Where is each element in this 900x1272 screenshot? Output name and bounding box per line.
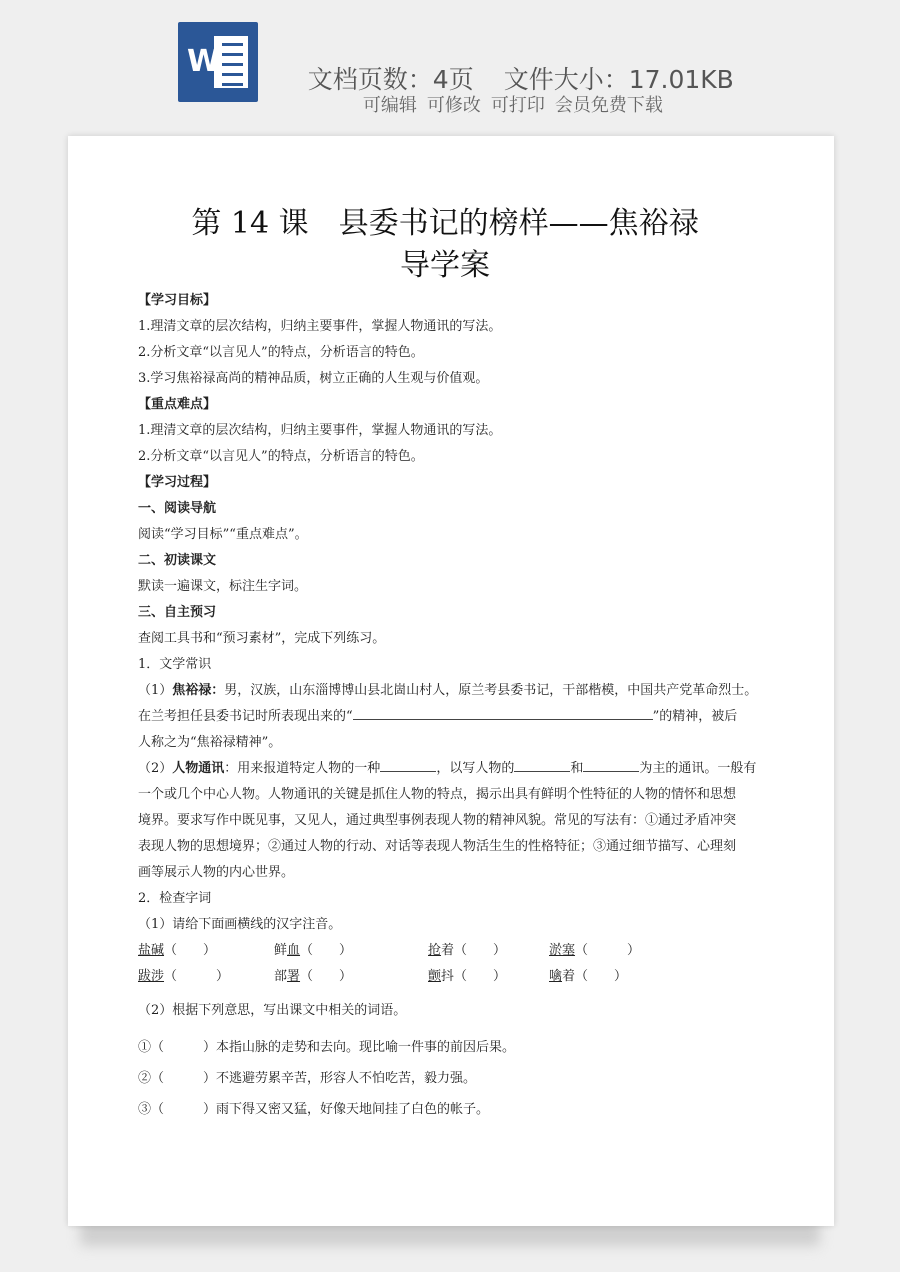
question-jiao-yulu-cont: 在兰考担任县委书记时所表现出来的“ ”的精神，被后 [138, 704, 764, 730]
pinyin-item: 抢着（ ） [428, 943, 507, 958]
document-body [138, 202, 764, 1125]
item-literary-knowledge: 1．文学常识 [138, 657, 212, 672]
step-text: 默读一遍课文，标注生字词。 [138, 579, 308, 594]
paragraph-line: 一个或几个中心人物。人物通讯的关键是抓住人物的特点，揭示出具有鲜明个性特征的人物的情怀和思想 [138, 787, 737, 802]
word-document-icon: W [178, 22, 258, 102]
answer-blank[interactable] [514, 757, 570, 772]
section-heading-key-points: 【重点难点】 [138, 397, 217, 412]
feature-member-download[interactable]: 会员免费下载 [554, 95, 663, 116]
section-heading-process: 【学习过程】 [138, 475, 217, 490]
page-subtitle: 导学案 [400, 248, 490, 283]
step-text: 阅读“学习目标”“重点难点”。 [138, 527, 308, 542]
step-text: 查阅工具书和“预习素材”，完成下列练习。 [138, 631, 386, 646]
step-title-first-read: 二、初读课文 [138, 553, 217, 568]
pinyin-item: 噙着（ ） [549, 969, 628, 984]
pinyin-prompt: （1）请给下面画横线的汉字注音。 [138, 917, 342, 932]
goal-item: 2.分析文章“以言见人”的特点，分析语言的特色。 [138, 345, 424, 360]
paragraph-line: 表现人物的思想境界；②通过人物的行动、对话等表现人物活生生的性格特征；③通过细节描写、心理刻 [138, 839, 737, 854]
pinyin-row [138, 964, 764, 990]
page-count: 文档页数：4页 [307, 65, 474, 94]
question-jiao-yulu-end: 人称之为“焦裕禄精神”。 [138, 735, 282, 750]
document-page [68, 136, 834, 1226]
feature-modifiable: 可修改 [426, 95, 481, 116]
step-title-preview: 三、自主预习 [138, 605, 217, 620]
key-point-item: 2.分析文章“以言见人”的特点，分析语言的特色。 [138, 449, 424, 464]
goal-item: 3.学习焦裕禄高尚的精神品质，树立正确的人生观与价值观。 [138, 371, 489, 386]
pinyin-item: 盐碱（ ） [138, 943, 217, 958]
doc-meta [276, 20, 734, 94]
feature-list [340, 64, 663, 116]
pinyin-item: 颤抖（ ） [428, 969, 507, 984]
step-title-reading-guide: 一、阅读导航 [138, 501, 217, 516]
goal-item: 1.理清文章的层次结构，归纳主要事件，掌握人物通讯的写法。 [138, 319, 502, 334]
paragraph-line: 境界。要求写作中既见事，又见人，通过典型事例表现人物的精神风貌。常见的写法有：①通过矛盾冲突 [138, 813, 737, 828]
term-jiao-yulu: 焦裕禄： [172, 683, 225, 698]
definition-item: ①（ ）本指山脉的走势和去向。现比喻一件事的前因后果。 [138, 1040, 516, 1055]
key-point-item: 1.理清文章的层次结构，归纳主要事件，掌握人物通讯的写法。 [138, 423, 502, 438]
pinyin-item: 跋涉（ ） [138, 969, 230, 984]
item-check-words: 2．检查字词 [138, 891, 212, 906]
answer-blank[interactable] [583, 757, 639, 772]
pinyin-item: 淤塞（ ） [549, 943, 641, 958]
feature-printable: 可打印 [490, 95, 545, 116]
answer-blank[interactable] [380, 757, 436, 772]
answer-blank[interactable] [353, 705, 653, 720]
definition-item: ③（ ）雨下得又密又猛，好像天地间挂了白色的帐子。 [138, 1102, 490, 1117]
term-profile-report: 人物通讯 [172, 761, 225, 776]
pinyin-item: 部署（ ） [274, 969, 353, 984]
section-heading-goals: 【学习目标】 [138, 293, 217, 308]
feature-editable: 可编辑 [362, 95, 417, 116]
paragraph-line: 画等展示人物的内心世界。 [138, 865, 295, 880]
file-size: 文件大小：17.01KB [503, 65, 734, 94]
words-prompt: （2）根据下列意思，写出课文中相关的词语。 [138, 1003, 407, 1018]
question-profile-report: （2）人物通讯：用来报道特定人物的一种 ，以写人物的 和 为主的通讯。一般有 [138, 756, 764, 782]
question-jiao-yulu: （1）焦裕禄：男，汉族，山东淄博博山县北崮山村人，原兰考县委书记，干部楷模，中国共产党革命烈士。 [138, 683, 758, 698]
pinyin-item: 鲜血（ ） [274, 943, 353, 958]
download-header [0, 0, 900, 120]
page-title: 第 14 课 县委书记的榜样——焦裕禄 [191, 206, 699, 241]
definition-item: ②（ ）不逃避劳累辛苦，形容人不怕吃苦，毅力强。 [138, 1071, 477, 1086]
pinyin-row [138, 938, 764, 964]
